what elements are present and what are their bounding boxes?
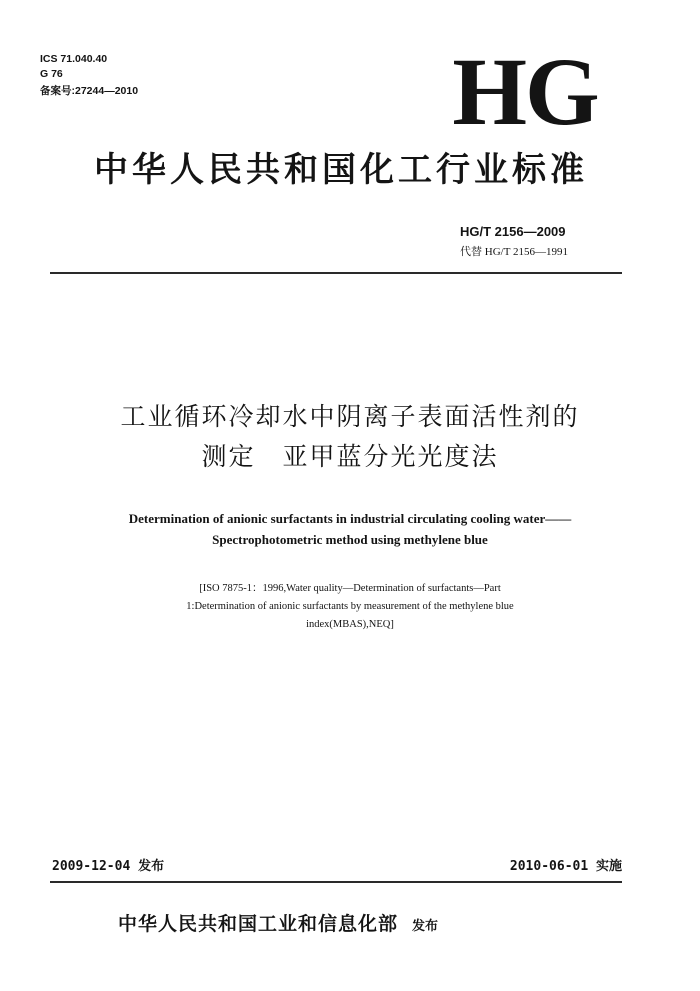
record-number: 备案号:27244—2010	[40, 85, 139, 97]
english-title-line-2: Spectrophotometric method using methylene blue	[212, 532, 488, 547]
iso-reference-line-2: 1:Determination of anionic surfactants by measurement of the methylene blue	[186, 601, 514, 612]
standard-number: HG/T 2156—2009	[460, 224, 566, 239]
standard-series-title: 中华人民共和国化工行业标准	[94, 150, 588, 190]
hg-logo: HG	[452, 38, 598, 145]
issuing-organization: 中华人民共和国工业和信息化部	[118, 913, 399, 935]
issue-date: 2009-12-04 发布	[52, 859, 165, 874]
implementation-date: 2010-06-01 实施	[509, 859, 622, 874]
iso-reference-line-3: index(MBAS),NEQ]	[306, 619, 394, 630]
replaces-standard: 代替 HG/T 2156—1991	[460, 246, 568, 258]
english-title-line-1: Determination of anionic surfactants in industrial circulating cooling water——	[128, 511, 572, 526]
issuer-line	[118, 915, 438, 934]
issue-verb: 发布	[412, 919, 439, 934]
iso-reference-line-1: [ISO 7875-1：1996,Water quality—Determination of surfactants—Part	[199, 583, 501, 594]
chinese-title-line-2: 测定 亚甲蓝分光光度法	[201, 442, 499, 471]
chinese-title-line-1: 工业循环冷却水中阴离子表面活性剂的	[120, 402, 580, 431]
classification-code: G 76	[40, 68, 63, 80]
ics-code: ICS 71.040.40	[40, 53, 108, 65]
bottom-divider	[50, 881, 622, 883]
top-divider	[50, 272, 622, 274]
